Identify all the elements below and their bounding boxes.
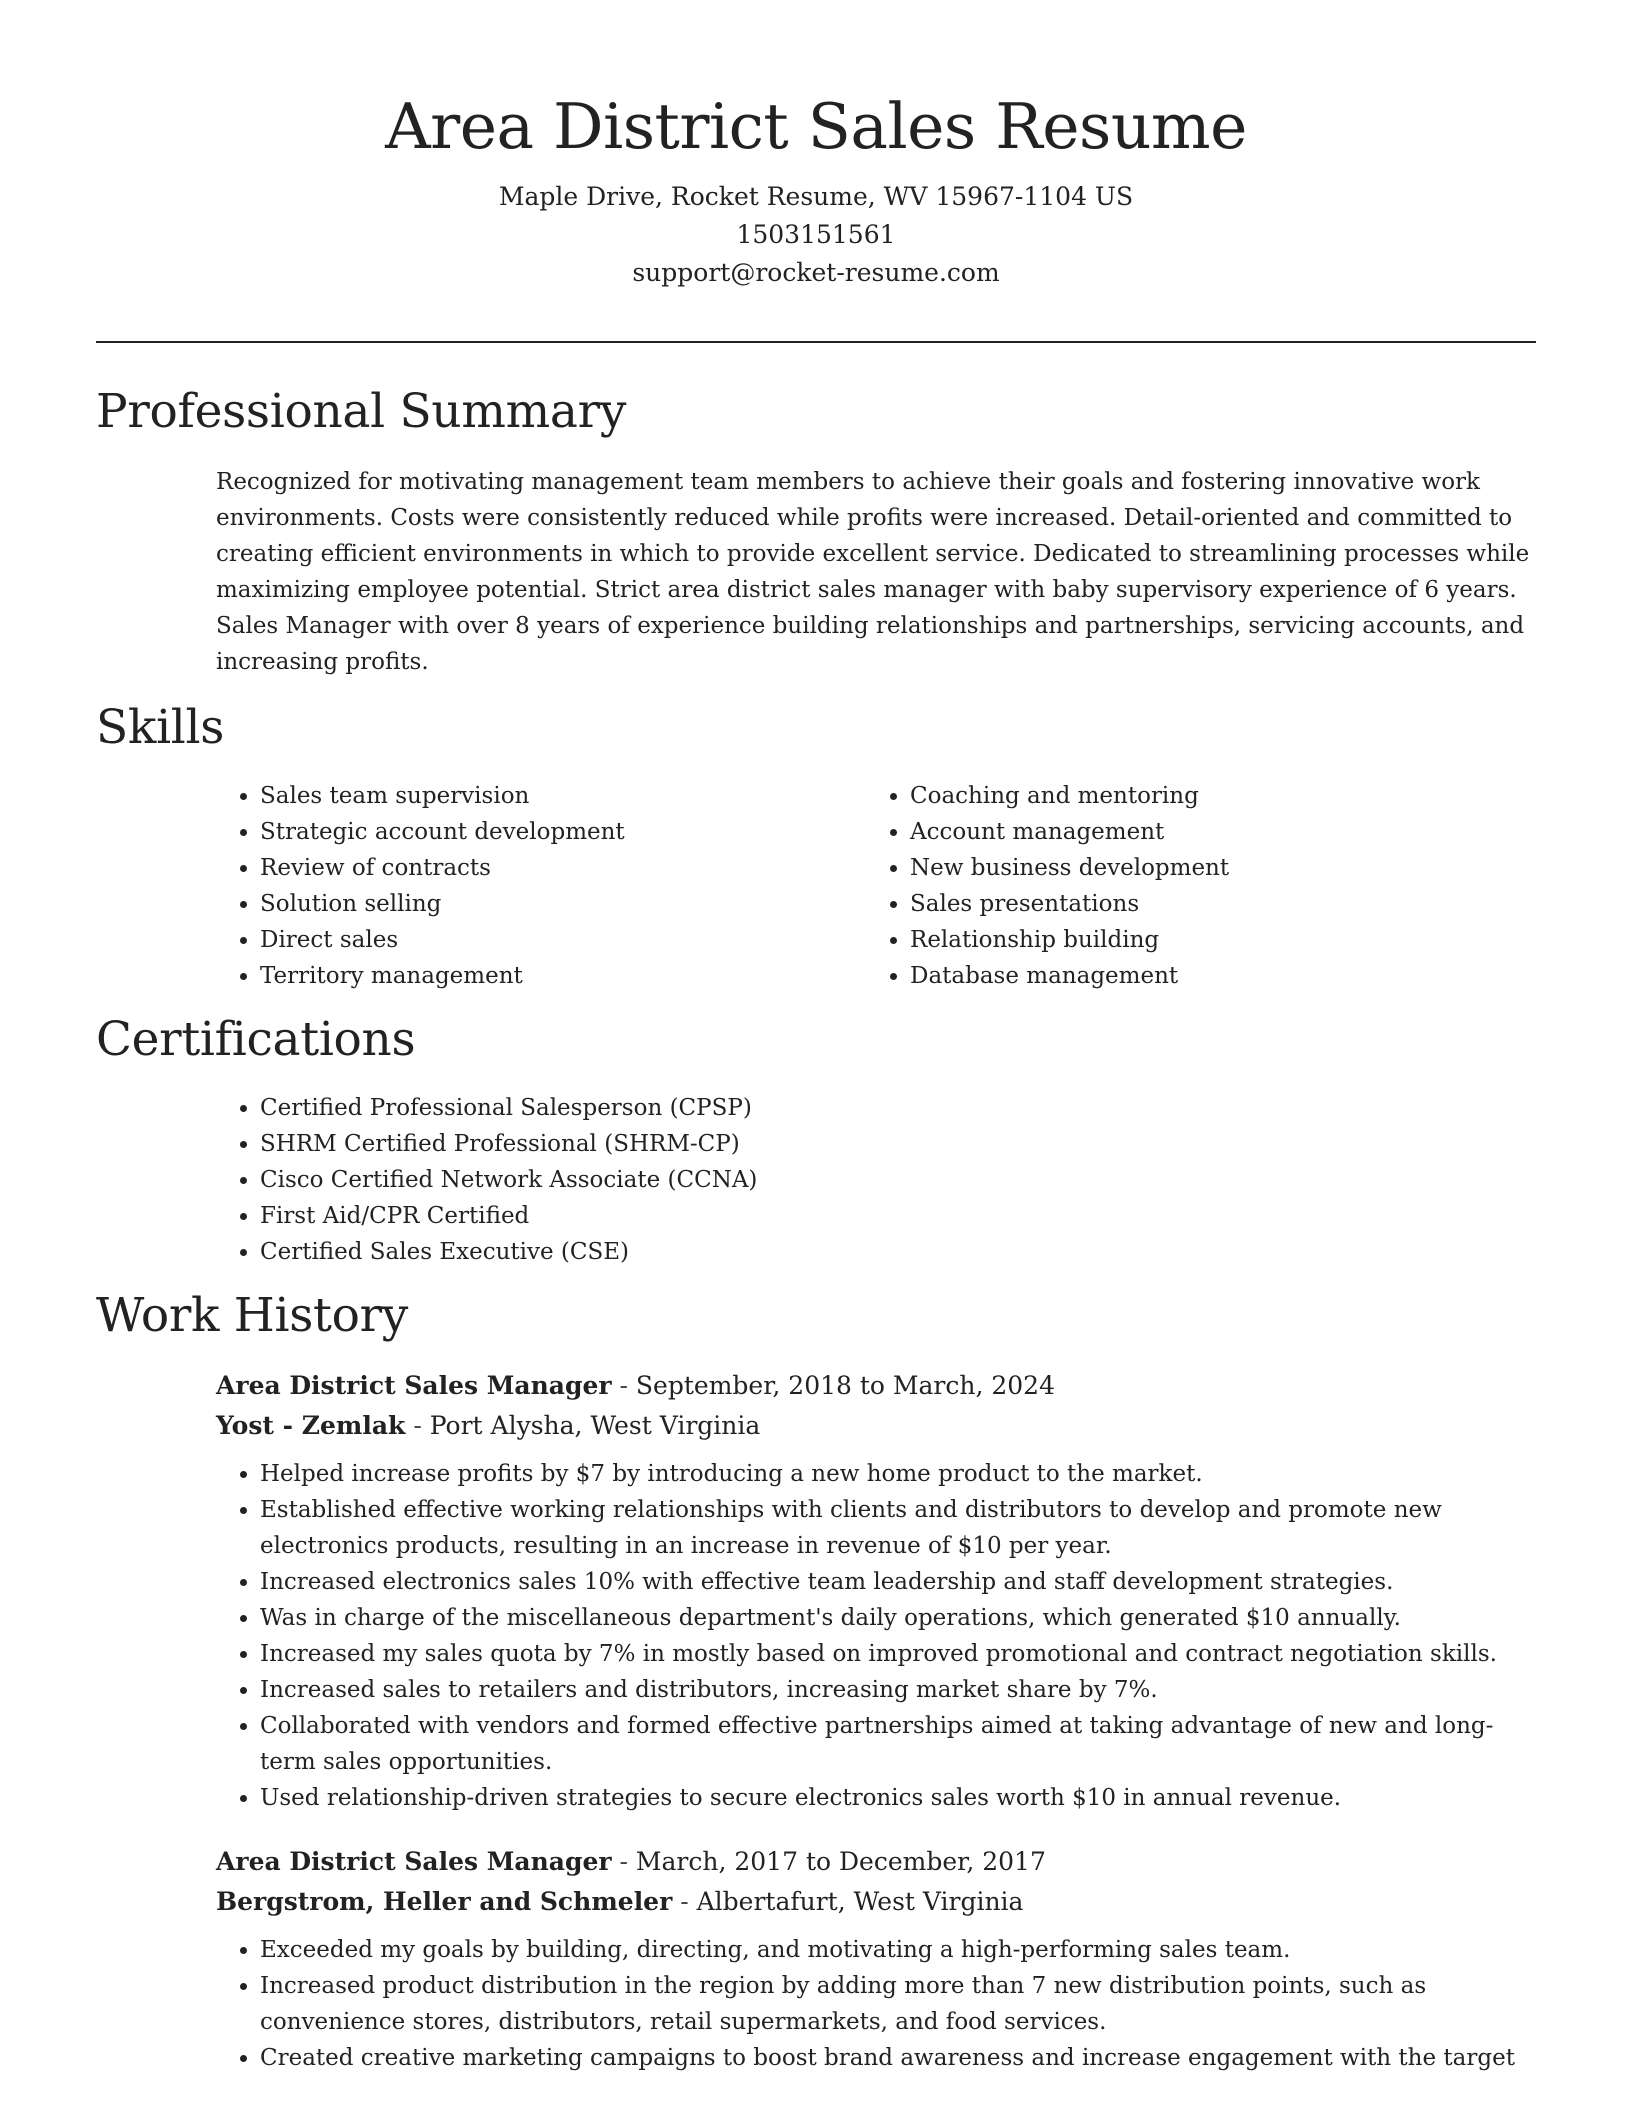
- job-bullets: [216, 1932, 1536, 2076]
- job-bullet: • Increased product distribution in the region by adding more than 7 new distribution points, such as convenience stores, distributors, retail supermarkets, and food services.: [260, 1968, 1536, 2040]
- skill-item: • Solution selling: [260, 886, 866, 922]
- skill-item: • Review of contracts: [260, 850, 866, 886]
- summary-heading: Professional Summary: [96, 384, 627, 439]
- job-title: Area District Sales Manager: [216, 1371, 612, 1400]
- skills-list-left: [216, 778, 866, 994]
- job-company: Yost - Zemlak: [216, 1411, 406, 1440]
- job-entry: [216, 1366, 1536, 1816]
- skills-heading: Skills: [96, 700, 225, 755]
- job-header: Area District Sales Manager - September, 2018 to March, 2024 Yost - Zemlak - Port Alysha, West Virginia: [216, 1371, 1055, 1440]
- contact-address: Maple Drive, Rocket Resume, WV 15967-1104 US: [498, 182, 1134, 211]
- job-bullet: • Exceeded my goals by building, directing, and motivating a high-performing sales team.: [260, 1932, 1536, 1968]
- work-history-section: [96, 1284, 1536, 2076]
- contact-email: support@rocket-resume.com: [632, 258, 1000, 287]
- skill-item: • Direct sales: [260, 922, 866, 958]
- job-bullet: • Established effective working relationships with clients and distributors to develop and promote new electronics products, resulting in an increase in revenue of $10 per year.: [260, 1492, 1536, 1564]
- skill-item: • Coaching and mentoring: [910, 778, 1516, 814]
- job-bullet: • Was in charge of the miscellaneous department's daily operations, which generated $10 annually.: [260, 1600, 1536, 1636]
- skills-grid: [216, 778, 1536, 994]
- job-bullet: • Created creative marketing campaigns to boost brand awareness and increase engagement with the target: [260, 2040, 1536, 2076]
- contact-info: [0, 178, 1632, 292]
- contact-phone: 1503151561: [736, 220, 896, 249]
- work-history-heading: Work History: [96, 1288, 409, 1343]
- job-bullet: • Collaborated with vendors and formed effective partnerships aimed at taking advantage of new and long-term sales opportunities.: [260, 1708, 1536, 1780]
- job-bullet: • Increased my sales quota by 7% in mostly based on improved promotional and contract negotiation skills.: [260, 1636, 1536, 1672]
- job-bullet: • Used relationship-driven strategies to secure electronics sales worth $10 in annual revenue.: [260, 1780, 1536, 1816]
- skill-item: • New business development: [910, 850, 1516, 886]
- job-entry: [216, 1842, 1536, 2076]
- certifications-section: [96, 1008, 1536, 1270]
- skill-item: • Territory management: [260, 958, 866, 994]
- job-dates: March, 2017 to December, 2017: [635, 1847, 1046, 1876]
- skills-section: [96, 696, 1536, 994]
- resume-body: [96, 380, 1536, 2102]
- job-bullet: • Helped increase profits by $7 by introducing a new home product to the market.: [260, 1456, 1536, 1492]
- skill-item: • Account management: [910, 814, 1516, 850]
- certifications-list: [216, 1090, 1536, 1270]
- job-dates: September, 2018 to March, 2024: [635, 1371, 1055, 1400]
- resume-header: [0, 0, 1632, 292]
- header-divider: [96, 341, 1536, 343]
- job-bullet: • Increased electronics sales 10% with effective team leadership and staff development strategies.: [260, 1564, 1536, 1600]
- certification-item: • Cisco Certified Network Associate (CCNA): [260, 1162, 1536, 1198]
- certification-item: • First Aid/CPR Certified: [260, 1198, 1536, 1234]
- skills-list-right: [866, 778, 1516, 994]
- job-location: Port Alysha, West Virginia: [429, 1411, 761, 1440]
- job-bullet: • Increased sales to retailers and distributors, increasing market share by 7%.: [260, 1672, 1536, 1708]
- skill-item: • Strategic account development: [260, 814, 866, 850]
- summary-text: Recognized for motivating management team members to achieve their goals and fostering innovative work environments. Costs were consistently reduced while profits were increased. Detail-oriented and committed to creating efficient environments in which to provide excellent service. Dedicated to streamlining processes while maximizing employee potential. Strict area district sales manager with baby supervisory experience of 6 years. Sales Manager with over 8 years of experience building relationships and partnerships, servicing accounts, and increasing profits.: [216, 469, 1530, 675]
- certifications-heading: Certifications: [96, 1012, 416, 1067]
- resume-title: Area District Sales Resume: [385, 90, 1247, 163]
- job-header: Area District Sales Manager - March, 2017 to December, 2017 Bergstrom, Heller and Schmeler - Albertafurt, West Virginia: [216, 1847, 1046, 1916]
- skill-item: • Relationship building: [910, 922, 1516, 958]
- certification-item: • Certified Sales Executive (CSE): [260, 1234, 1536, 1270]
- skill-item: • Database management: [910, 958, 1516, 994]
- job-bullets: [216, 1456, 1536, 1816]
- skill-item: • Sales presentations: [910, 886, 1516, 922]
- certification-item: • Certified Professional Salesperson (CPSP): [260, 1090, 1536, 1126]
- certification-item: • SHRM Certified Professional (SHRM-CP): [260, 1126, 1536, 1162]
- skill-item: • Sales team supervision: [260, 778, 866, 814]
- job-location: Albertafurt, West Virginia: [696, 1887, 1024, 1916]
- job-company: Bergstrom, Heller and Schmeler: [216, 1887, 673, 1916]
- summary-section: [96, 380, 1536, 680]
- job-title: Area District Sales Manager: [216, 1847, 612, 1876]
